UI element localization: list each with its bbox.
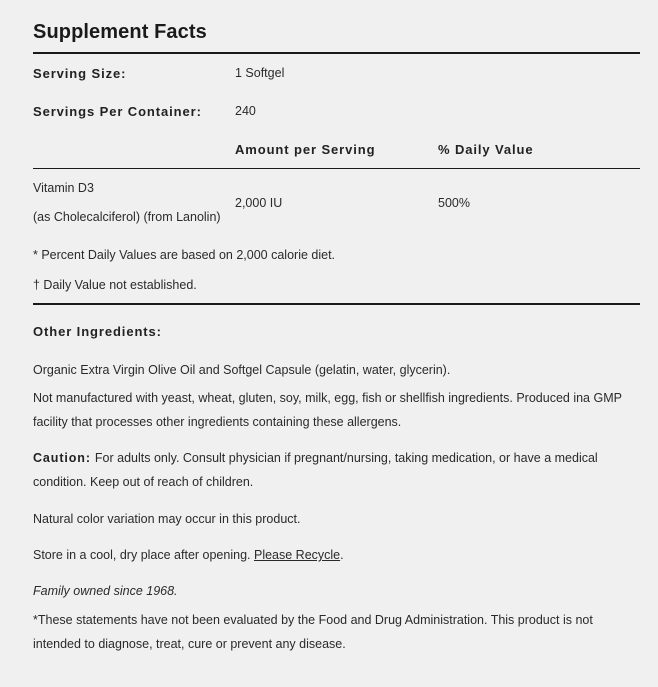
table-header-divider bbox=[33, 168, 640, 169]
fda-disclaimer: *These statements have not been evaluated by the Food and Drug Administration. This product is not intended to diagnose, treat, cure or prevent any disease. bbox=[33, 613, 593, 651]
daily-value-not-established-footnote: † Daily Value not established. bbox=[33, 278, 197, 292]
color-variation-note: Natural color variation may occur in this product. bbox=[33, 512, 301, 526]
allergen-statement: Not manufactured with yeast, wheat, gluten, soy, milk, egg, fish or shellfish ingredients. Produced ina GMP facility that processes other ingredients containing these allergens. bbox=[33, 391, 622, 429]
percent-daily-value-footnote: * Percent Daily Values are based on 2,000 calorie diet. bbox=[33, 248, 336, 262]
serving-size-label: Serving Size: bbox=[33, 66, 127, 81]
section-divider bbox=[33, 303, 640, 305]
caution-text: For adults only. Consult physician if pregnant/nursing, taking medication, or have a medical condition. Keep out of reach of children. bbox=[33, 451, 598, 489]
storage-note bbox=[33, 543, 640, 567]
caution-label: Caution: bbox=[33, 451, 91, 465]
family-owned-note: Family owned since 1968. bbox=[33, 584, 178, 598]
page-title: Supplement Facts bbox=[33, 21, 207, 43]
nutrient-source: (as Cholecalciferol) (from Lanolin) bbox=[33, 210, 221, 224]
servings-per-container-label: Servings Per Container: bbox=[33, 104, 202, 119]
storage-end: . bbox=[340, 548, 344, 562]
other-ingredients-label: Other Ingredients: bbox=[33, 324, 162, 339]
please-recycle-link[interactable]: Please Recycle bbox=[253, 548, 341, 562]
other-ingredients-text: Organic Extra Virgin Olive Oil and Softgel Capsule (gelatin, water, glycerin). bbox=[33, 363, 451, 377]
nutrient-amount: 2,000 IU bbox=[235, 196, 283, 210]
serving-size-value: 1 Softgel bbox=[235, 66, 285, 80]
daily-value-header: % Daily Value bbox=[438, 142, 534, 157]
nutrient-daily-value: 500% bbox=[438, 196, 470, 210]
storage-text: Store in a cool, dry place after opening. bbox=[33, 548, 251, 562]
nutrient-name: Vitamin D3 bbox=[33, 181, 94, 195]
servings-per-container-value: 240 bbox=[235, 104, 256, 118]
caution-statement bbox=[33, 446, 623, 494]
amount-per-serving-header: Amount per Serving bbox=[235, 142, 376, 157]
title-divider bbox=[33, 52, 640, 54]
